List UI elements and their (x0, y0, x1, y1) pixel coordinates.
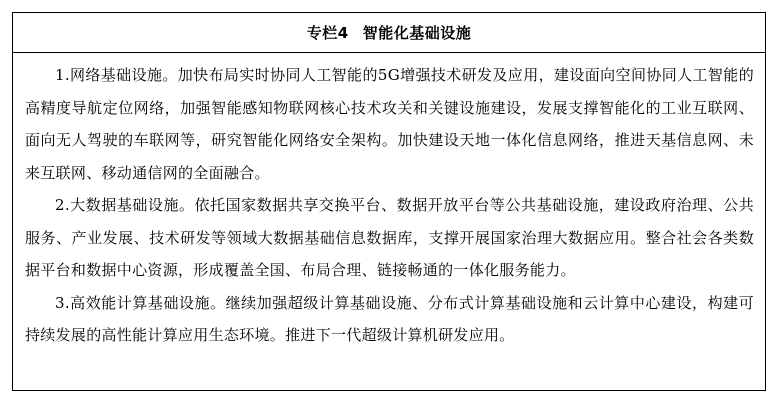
column-body (13, 53, 765, 352)
column-box (12, 12, 766, 391)
column-title-prefix: 专栏4 (306, 24, 349, 42)
paragraph-big-data-infrastructure: 2.大数据基础设施。依托国家数据共享交换平台、数据开放平台等公共基础设施，建设政府治理、公共服务、产业发展、技术研发等领域大数据基础信息数据库，支撑开展国家治理大数据应用。整合社会各类数据平台和数据中心资源，形成覆盖全国、布局合理、链接畅通的一体化服务能力。 (25, 196, 754, 279)
column-title-text: 智能化基础设施 (362, 24, 472, 42)
column-title (13, 13, 765, 53)
paragraph-computing-infrastructure: 3.高效能计算基础设施。继续加强超级计算基础设施、分布式计算基础设施和云计算中心建设，构建可持续发展的高性能计算应用生态环境。推进下一代超级计算机研发应用。 (25, 293, 754, 344)
paragraph-network-infrastructure: 1.网络基础设施。加快布局实时协同人工智能的5G增强技术研发及应用，建设面向空间协同人工智能的高精度导航定位网络，加强智能感知物联网核心技术攻关和关键设施建设，发展支撑智能化的工业互联网、面向无人驾驶的车联网等，研究智能化网络安全架构。加快建设天地一体化信息网络，推进天基信息网、未来互联网、移动通信网的全面融合。 (25, 66, 754, 182)
